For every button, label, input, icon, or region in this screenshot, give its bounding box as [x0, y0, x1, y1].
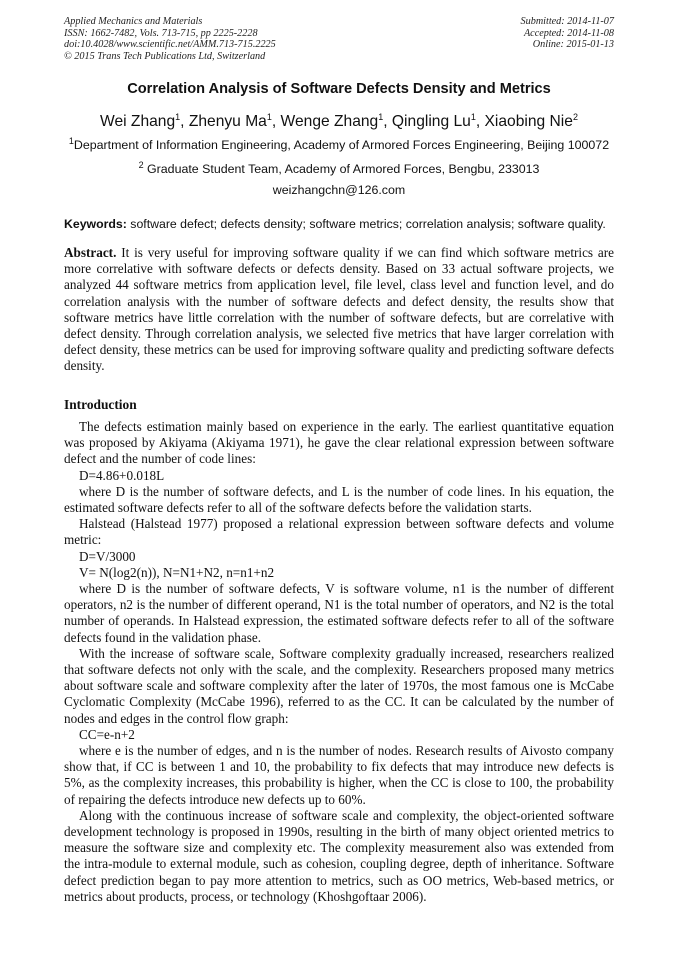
journal-name: Applied Mechanics and Materials — [64, 16, 203, 27]
affiliation-text: Department of Information Engineering, Academy of Armored Forces Engineering, Beijing 100072 — [73, 138, 610, 152]
equation: D=V/3000 — [79, 548, 136, 564]
author-name: Qingling Lu — [391, 113, 471, 130]
paragraph: where D is the number of software defects, V is software volume, n1 is the number of different operators, n2 is the number of different operand, N1 is the total number of operators, and N2 is the total number of operands. In Halstead expression, the estimated software defects refer to all of the software defects found in the validation phase. — [64, 581, 614, 645]
paragraph: where e is the number of edges, and n is the number of nodes. Research results of Aivosto company show that, if CC is between 1 and 10, the probability to fix defects that may introduce new defects is 5%, as the complexity increases, this probability is higher, when the CC is close to 100, the probability of repairing the defects introduce new defects up to 60%. — [64, 743, 614, 807]
author-name: Xiaobing Nie — [484, 113, 573, 130]
author-affiliation-mark: 1 — [175, 111, 181, 122]
submitted-date: Submitted: 2014-11-07 — [520, 16, 614, 27]
paragraph: where D is the number of software defects, and L is the number of code lines. In his equation, the estimated software defects refer to all of the software defects before the validation starts. — [64, 483, 614, 516]
issn-line: ISSN: 1662-7482, Vols. 713-715, pp 2225-2228 — [64, 27, 258, 39]
paragraph: Halstead (Halstead 1977) proposed a relational expression between software defects and volume metric: — [64, 516, 614, 548]
copyright-line: © 2015 Trans Tech Publications Ltd, Switzerland — [64, 50, 266, 62]
section-heading-introduction: Introduction — [64, 397, 137, 412]
paragraph: Along with the continuous increase of software scale and complexity, the object-oriented software development technology is proposed in 1990s, resulting in the birth of many object oriented metrics to measure the software size and complexity etc. The complexity measurement also was extended from the intra-module to external module, such as cohesion, coupling degree, depth of inheritance. Software defect prediction began to pay more attention to metrics, such as OO metrics, Web-based metrics, or metrics about products, process, or technology (Khoshgoftaar 2006). — [64, 807, 614, 904]
affiliation-2 — [0, 159, 678, 176]
author-name: Zhenyu Ma — [188, 113, 267, 130]
equation: D=4.86+0.018L — [79, 467, 165, 483]
doi-line[interactable]: doi:10.4028/www.scientific.net/AMM.713-715.2225 — [64, 39, 276, 51]
author-affiliation-mark: 1 — [378, 111, 384, 122]
contact-email[interactable]: weizhangchn@126.com — [272, 183, 406, 197]
keywords-label: Keywords: — [64, 217, 127, 231]
author-name: Wei Zhang — [100, 113, 176, 130]
author-name: Wenge Zhang — [280, 113, 379, 130]
paragraph: The defects estimation mainly based on experience in the early. The earliest quantitative equation was proposed by Akiyama (Akiyama 1971), he gave the clear relational expression between software defect and the number of code lines: — [64, 419, 614, 467]
affiliation-number: 1 — [68, 135, 74, 146]
paper-title: Correlation Analysis of Software Defects Density and Metrics — [127, 81, 551, 97]
affiliation-number: 2 — [138, 159, 144, 170]
abstract-label: Abstract. — [64, 245, 117, 260]
accepted-date: Accepted: 2014-11-08 — [523, 27, 614, 39]
online-date: Online: 2015-01-13 — [532, 39, 614, 51]
equation: CC=e-n+2 — [79, 726, 135, 742]
author-affiliation-mark: 2 — [572, 111, 578, 122]
journal-header — [64, 16, 276, 62]
author-list: Wei Zhang$^1$, Zhenyu Ma$^1$, Wenge Zhang$^1$, Qingling Lu$^1$, Xiaobing Nie$^2$ — [100, 111, 578, 130]
abstract-text: It is very useful for improving software quality if we can find which software metrics are more correlative with software defects or defects density. Based on 33 actual software projects, we analyzed 44 software metrics from application level, file level, class level and function level, and do correlation analysis with the number of software defects and defect density, the results show that software metrics have little correlation with the number of software defects, but are correlative with defect density. Through correlation analysis, we selected five metrics that have larger correlation with defect density, these metrics can be used for improving software quality and predicting software defects density. — [64, 245, 614, 374]
keywords-text: software defect; defects density; software metrics; correlation analysis; software quality. — [130, 217, 606, 231]
author-affiliation-mark: 1 — [470, 111, 476, 122]
abstract — [64, 245, 614, 375]
affiliation-1 — [0, 135, 678, 152]
keywords — [64, 217, 624, 231]
paragraph: With the increase of software scale, Software complexity gradually increased, researchers realized that software defects not only with the scale, and the complexity. Researchers proposed many metrics about software scale and software complexity after the later of 1970s, the most famous one is McCabe Cyclomatic Complexity (McCabe 1996), referred to as the CC. It can be calculated by the number of nodes and edges in the control flow graph: — [64, 645, 614, 726]
affiliation-text: Graduate Student Team, Academy of Armored Forces, Bengbu, 233013 — [147, 162, 540, 176]
introduction-body — [64, 419, 614, 905]
dates-header — [521, 16, 614, 51]
equation: V= N(log2(n)), N=N1+N2, n=n1+n2 — [79, 564, 275, 580]
author-affiliation-mark: 1 — [266, 111, 272, 122]
